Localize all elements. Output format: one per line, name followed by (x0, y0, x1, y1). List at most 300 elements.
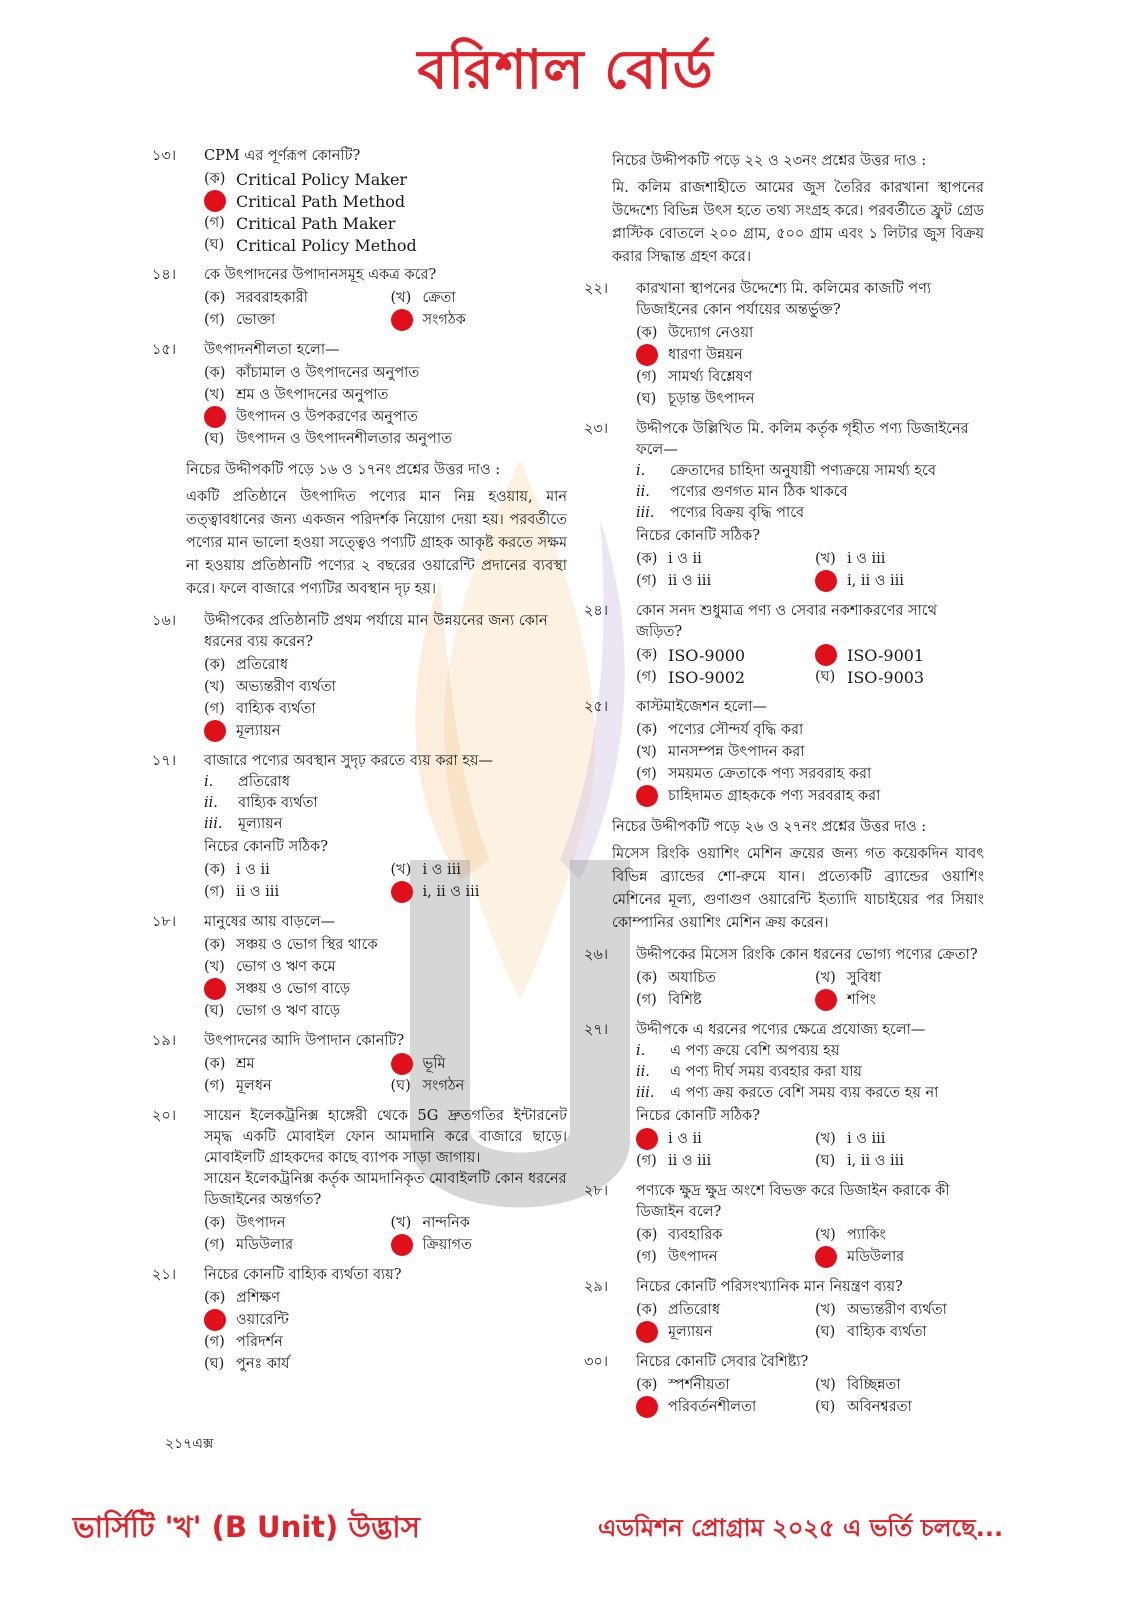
option-text: পণ্যের সৌন্দর্য বৃদ্ধি করা (668, 721, 804, 738)
option-ga[interactable] (636, 1321, 805, 1343)
statement-numeral: ii. (204, 795, 218, 811)
stimulus-passage (186, 459, 567, 601)
option-label: (খ) (204, 386, 225, 403)
answer-mark-icon (204, 978, 226, 1000)
question-27 (584, 1020, 984, 1172)
option-text: অভ্যন্তরীণ ব্যর্থতা (847, 1301, 947, 1318)
question-text: উৎপাদনশীলতা হলো— (204, 342, 340, 358)
question-text: উদ্দীপকের মিসেস রিংকি কোন ধরনের ভোগ্য পণ্যের ক্রেতা? (636, 947, 978, 963)
statement-text: এ পণ্য ক্রয়ে বেশি অপব্যয় হয় (670, 1043, 840, 1059)
option-gha[interactable] (391, 309, 568, 331)
statement-text: পণ্যের বিক্রয় বৃদ্ধি পাবে (670, 505, 805, 521)
option-label: (ক) (636, 550, 658, 567)
option-text: উদ্যোগ নেওয়া (668, 324, 754, 341)
option-text: সঞ্চয় ও ভোগ স্থির থাকে (236, 936, 378, 953)
option-label: (ঘ) (815, 1152, 836, 1169)
option-text: Critical Policy Method (236, 235, 417, 255)
option-ka[interactable] (636, 1128, 805, 1150)
question-text: CPM এর পূর্ণরূপ কোনটি? (204, 148, 361, 164)
option-ka[interactable] (204, 934, 567, 956)
question-14 (152, 265, 567, 331)
option-text: ISO-9000 (668, 645, 746, 665)
option-ka[interactable] (204, 654, 567, 676)
option-ga[interactable] (204, 698, 567, 720)
option-gha[interactable] (204, 1000, 567, 1022)
option-text: বিশিষ্ট (668, 991, 702, 1008)
question-number: ২৯। (584, 1279, 609, 1295)
option-label: (ক) (204, 170, 226, 187)
option-label: (ঘ) (204, 430, 225, 447)
option-kha[interactable] (204, 676, 567, 698)
option-text: শ্রম ও উৎপাদনের অনুপাত (236, 386, 389, 403)
option-ka[interactable] (204, 1287, 567, 1309)
option-kha[interactable] (391, 859, 568, 881)
answer-mark-icon (815, 570, 837, 592)
option-kha[interactable] (391, 287, 568, 309)
question-30 (584, 1352, 984, 1418)
option-text: পুনঃ কার্য (236, 1355, 290, 1372)
option-ga[interactable] (636, 989, 805, 1011)
question-number: ৩০। (584, 1354, 609, 1370)
option-kha[interactable] (636, 741, 984, 763)
passage-intro: নিচের উদ্দীপকটি পড়ে ২৬ ও ২৭নং প্রশ্নের উত্তর দাও : (612, 819, 927, 835)
statement-numeral: iii. (204, 816, 223, 832)
option-text: ক্রিয়াগত (422, 1236, 472, 1253)
option-text: ভোগ ও ঋণ কমে (236, 958, 336, 975)
answer-mark-icon (391, 309, 413, 331)
option-kha[interactable] (815, 1374, 984, 1396)
option-text: অভ্যন্তরীণ ব্যর্থতা (236, 678, 336, 695)
statement (636, 1041, 984, 1062)
statement (636, 482, 984, 503)
option-label: (গ) (204, 1333, 225, 1350)
option-label: (ক) (636, 721, 658, 738)
statement-text: বাহ্যিক ব্যর্থতা (238, 795, 318, 811)
answer-mark-icon (204, 720, 226, 742)
question-number: ২৩। (584, 421, 609, 437)
answer-mark-icon (636, 1321, 658, 1343)
statement (204, 793, 567, 814)
answer-mark-icon (204, 190, 226, 212)
statement-numeral: iii. (636, 505, 655, 521)
option-ka[interactable] (636, 644, 805, 666)
option-label: (গ) (636, 668, 657, 685)
option-label: (গ) (636, 572, 657, 589)
question-21 (152, 1265, 567, 1375)
option-text: শপিং (847, 991, 876, 1008)
option-ga[interactable] (204, 309, 381, 331)
option-kha[interactable] (391, 1212, 568, 1234)
option-ka[interactable] (636, 1374, 805, 1396)
option-ga[interactable] (636, 366, 984, 388)
option-text: অবিনশ্বরতা (847, 1398, 912, 1415)
option-kha[interactable] (815, 644, 984, 666)
option-text: মডিউলার (847, 1248, 905, 1265)
passage-text: মি. কলিম রাজশাহীতে আমের জুস তৈরির কারখানা স্থাপনের উদ্দেশ্যে বিভিন্ন উৎস হতে তথ্য সংগ্রহ করে। পরবর্তীতে ফ্রুট গ্রেড প্লাস্টিক বোতলে ২০০ গ্রাম, ৫০০ গ্রাম এবং ১ লিটার জুস বিক্রয় করার সিদ্ধান্ত গ্রহণ করে। (612, 180, 984, 265)
option-label: (ঘ) (815, 668, 836, 685)
option-kha[interactable] (204, 384, 567, 406)
option-kha[interactable] (815, 1299, 984, 1321)
question-20 (152, 1106, 567, 1256)
option-text: Critical Path Maker (236, 213, 396, 233)
footer-brand-text: ভার্সিটি 'খ' (B Unit) উদ্ভাস (73, 1510, 420, 1544)
option-kha[interactable] (636, 344, 984, 366)
question-number: ২২। (584, 281, 609, 297)
option-ka[interactable] (204, 1053, 381, 1075)
question-16 (152, 611, 567, 742)
statement (636, 1083, 984, 1104)
statement (636, 1062, 984, 1083)
option-gha[interactable] (636, 785, 984, 807)
which-correct-prompt: নিচের কোনটি সঠিক? (636, 1108, 760, 1124)
question-number: ২৬। (584, 947, 609, 963)
question-text: নিচের কোনটি সেবার বৈশিষ্ট্য? (636, 1354, 809, 1370)
option-text: ভূমি (422, 1055, 446, 1072)
option-ka[interactable] (636, 1299, 805, 1321)
option-label: (গ) (204, 214, 225, 231)
statement (636, 461, 984, 482)
question-23 (584, 419, 984, 592)
question-number: ১৩। (152, 148, 177, 164)
statement-text: এ পণ্য ক্রয় করতে বেশি সময় ব্যয় করতে হয় না (670, 1085, 939, 1101)
option-label: (ক) (636, 324, 658, 341)
statement (636, 503, 984, 524)
option-label: (ক) (204, 861, 226, 878)
question-text: কাস্টমাইজেশন হলো— (636, 699, 767, 715)
option-text: প্রশিক্ষণ (236, 1289, 281, 1306)
option-text: মূল্যায়ন (668, 1323, 713, 1340)
option-gha[interactable] (815, 570, 984, 592)
option-ka[interactable] (204, 287, 381, 309)
statement (204, 814, 567, 835)
option-text: i ও iii (422, 861, 461, 878)
option-kha[interactable] (815, 1128, 984, 1150)
question-number: ১৭। (152, 753, 177, 769)
option-text: Critical Policy Maker (236, 169, 408, 189)
option-gha[interactable] (815, 1246, 984, 1268)
option-text: ব্যবহারিক (668, 1226, 723, 1243)
question-number: ২৭। (584, 1022, 609, 1038)
option-ka[interactable] (636, 322, 984, 344)
option-label: (ঘ) (636, 390, 657, 407)
option-gha[interactable] (391, 881, 568, 903)
question-19 (152, 1031, 567, 1097)
option-text: Critical Path Method (236, 191, 406, 211)
question-number: ২০। (152, 1108, 177, 1124)
option-text: সময়মত ক্রেতাকে পণ্য সরবরাহ করা (668, 765, 872, 782)
option-label: (গ) (204, 1077, 225, 1094)
answer-mark-icon (815, 1246, 837, 1268)
option-text: সংগঠক (422, 311, 466, 328)
answer-mark-icon (391, 881, 413, 903)
option-kha[interactable] (391, 1053, 568, 1075)
passage-text: মিসেস রিংকি ওয়াশিং মেশিন ক্রয়ের জন্য গত কয়েকদিন যাবৎ বিভিন্ন ব্র্যান্ডের শো-রুমে যান। প্রত্যেকটি ব্র্যান্ডের ওয়াশিং মেশিনের মূল্য, গুণাগুণ ওয়ারেন্টি ইত্যাদি যাচাইয়ের পর সিয়াং কোম্পানির ওয়াশিং মেশিন ক্রয় করেন। (612, 846, 984, 931)
option-text: সরবরাহকারী (236, 289, 308, 306)
option-text: i ও ii (668, 1130, 702, 1147)
question-text: মানুষের আয় বাড়লে— (204, 914, 336, 930)
stimulus-passage (612, 816, 984, 935)
option-ga[interactable] (636, 1246, 805, 1268)
question-number: ১৬। (152, 613, 177, 629)
option-text: উৎপাদন (236, 1214, 286, 1231)
option-label: (ঘ) (204, 1002, 225, 1019)
question-number: ২৮। (584, 1183, 609, 1199)
statement-text: মূল্যায়ন (238, 816, 283, 832)
question-26 (584, 945, 984, 1011)
option-kha[interactable] (815, 1224, 984, 1246)
option-text: ভোগ ও ঋণ বাড়ে (236, 1002, 341, 1019)
option-ga[interactable] (636, 1396, 805, 1418)
answer-mark-icon (636, 344, 658, 366)
option-label: (ক) (204, 364, 226, 381)
option-gha[interactable] (815, 666, 984, 688)
option-text: সুবিধা (847, 969, 882, 986)
option-ga[interactable] (204, 1075, 381, 1097)
question-text: বাজারে পণ্যের অবস্থান সুদৃঢ় করতে ব্যয় করা হয়— (204, 753, 493, 769)
question-number: ২৫। (584, 699, 609, 715)
option-text: i ও iii (847, 550, 886, 567)
option-text: ii ও iii (668, 1152, 712, 1169)
option-label: (গ) (204, 1236, 225, 1253)
option-label: (খ) (636, 743, 657, 760)
option-ka[interactable] (204, 859, 381, 881)
question-15 (152, 340, 567, 450)
statement-text: ক্রেতাদের চাহিদা অনুযায়ী পণ্যক্রয়ে সামর্থ্য হবে (670, 463, 936, 479)
option-kha[interactable] (204, 956, 567, 978)
option-text: i, ii ও iii (847, 572, 904, 589)
option-ga[interactable] (636, 666, 805, 688)
option-kha[interactable] (204, 1309, 567, 1331)
option-text: ISO-9002 (668, 667, 746, 687)
option-ka[interactable] (636, 548, 805, 570)
option-text: মডিউলার (236, 1236, 294, 1253)
left-column (152, 146, 567, 1384)
right-column (584, 146, 984, 1427)
option-text: ISO-9003 (847, 667, 925, 687)
option-text: i ও ii (236, 861, 270, 878)
option-kha[interactable] (815, 548, 984, 570)
question-28 (584, 1181, 984, 1268)
option-text: উৎপাদন (668, 1248, 718, 1265)
option-gha[interactable] (636, 388, 984, 410)
option-text: নান্দনিক (422, 1214, 470, 1231)
option-text: i, ii ও iii (422, 883, 480, 900)
option-text: i ও iii (847, 1130, 886, 1147)
option-text: ধারণা উন্নয়ন (668, 346, 743, 363)
option-ga[interactable] (204, 212, 567, 234)
option-label: (গ) (636, 765, 657, 782)
option-text: কাঁচামাল ও উৎপাদনের অনুপাত (236, 364, 420, 381)
question-text: উৎপাদনের আদি উপাদান কোনটি? (204, 1033, 405, 1049)
question-text: সায়েন ইলেকট্রনিক্স হাঙ্গেরী থেকে 5G দ্রুতগতির ইন্টারনেট সমৃদ্ধ একটি মোবাইল ফোন আমদানি করে বাজারে ছাড়ে। মোবাইলটি গ্রাহকদের কাছে ব্যাপক সাড়া জাগায়। (204, 1108, 567, 1166)
passage-intro: নিচের উদ্দীপকটি পড়ে ১৬ ও ১৭নং প্রশ্নের উত্তর দাও : (186, 462, 501, 478)
option-ka[interactable] (204, 168, 567, 190)
question-number: ১৪। (152, 267, 177, 283)
statement-numeral: ii. (636, 1064, 650, 1080)
option-gha[interactable] (815, 1150, 984, 1172)
option-label: (খ) (390, 289, 412, 306)
option-label: (গ) (636, 368, 657, 385)
statement-numeral: ii. (636, 484, 650, 500)
option-label: (ক) (636, 969, 658, 986)
answer-mark-icon (815, 989, 837, 1011)
option-kha[interactable] (204, 190, 567, 212)
option-ka[interactable] (636, 719, 984, 741)
option-label: (খ) (815, 1130, 836, 1147)
answer-mark-icon (636, 1128, 658, 1150)
option-text: i, ii ও iii (847, 1152, 904, 1169)
question-29 (584, 1277, 984, 1343)
option-text: ভোক্তা (236, 311, 276, 328)
option-ga[interactable] (204, 978, 567, 1000)
question-number: ২৪। (584, 603, 609, 619)
option-label: (খ) (204, 958, 225, 975)
option-label: (ক) (636, 1226, 658, 1243)
statement-numeral: i. (204, 774, 214, 790)
option-kha[interactable] (815, 967, 984, 989)
option-text: ওয়ারেন্টি (236, 1311, 289, 1328)
option-label: (খ) (815, 1376, 836, 1393)
option-label: (গ) (204, 883, 225, 900)
option-text: ক্রেতা (422, 289, 456, 306)
option-gha[interactable] (204, 428, 567, 450)
question-text: কোন সনদ শুধুমাত্র পণ্য ও সেবার নকশাকরণের সাথে জড়িত? (636, 603, 937, 640)
option-ga[interactable] (204, 406, 567, 428)
option-label: (খ) (204, 678, 225, 695)
option-label: (ঘ) (815, 1323, 836, 1340)
option-ga[interactable] (636, 570, 805, 592)
option-label: (ক) (204, 936, 226, 953)
option-gha[interactable] (391, 1234, 568, 1256)
option-text: শ্রম (236, 1055, 255, 1072)
option-text: অযাচিত (668, 969, 716, 986)
question-sub-text: সায়েন ইলেকট্রনিক্স কর্তৃক আমদানিকৃত মোবাইলটি কোন ধরনের ডিজাইনের অন্তর্গত? (204, 1171, 567, 1208)
option-text: সামর্থ্য বিশ্লেষণ (668, 368, 753, 385)
option-label: (ঘ) (204, 236, 225, 253)
statement (204, 772, 567, 793)
question-17 (152, 751, 567, 903)
option-text: প্যাকিং (847, 1226, 886, 1243)
question-text: পণ্যকে ক্ষুদ্র ক্ষুদ্র অংশে বিভক্ত করে ডিজাইন করাকে কী ডিজাইন বলে? (636, 1183, 950, 1220)
statement-text: এ পণ্য দীর্ঘ সময় ব্যবহার করা যায় (670, 1064, 862, 1080)
question-25 (584, 697, 984, 807)
option-text: পরিবর্তনশীলতা (668, 1398, 757, 1415)
option-label: (খ) (815, 550, 836, 567)
option-text: পরিদর্শন (236, 1333, 283, 1350)
statement-text: পণ্যের গুণগত মান ঠিক থাকবে (670, 484, 848, 500)
option-ga[interactable] (204, 1234, 381, 1256)
footer-admission-text: এডমিশন প্রোগ্রাম ২০২৫ এ ভর্তি চলছে... (598, 1514, 1004, 1542)
option-label: (ক) (204, 1055, 226, 1072)
which-correct-prompt: নিচের কোনটি সঠিক? (636, 528, 760, 544)
option-label: (ক) (204, 289, 226, 306)
answer-mark-icon (815, 644, 837, 666)
statement-text: প্রতিরোধ (238, 774, 290, 790)
option-text: বাহ্যিক ব্যর্থতা (236, 700, 316, 717)
option-label: (ঘ) (390, 1077, 411, 1094)
option-text: i ও ii (668, 550, 702, 567)
option-text: ISO-9001 (847, 645, 925, 665)
option-gha[interactable] (815, 1396, 984, 1418)
question-number: ১৫। (152, 342, 177, 358)
question-number: ২১। (152, 1267, 177, 1283)
option-text: উৎপাদন ও উৎপাদনশীলতার অনুপাত (236, 430, 452, 447)
option-text: সংগঠন (422, 1077, 465, 1094)
option-gha[interactable] (815, 1321, 984, 1343)
question-text: উদ্দীপকে এ ধরনের পণ্যের ক্ষেত্রে প্রযোজ্য হলো— (636, 1022, 926, 1038)
which-correct-prompt: নিচের কোনটি সঠিক? (204, 839, 328, 855)
option-ga[interactable] (636, 763, 984, 785)
option-ka[interactable] (204, 1212, 381, 1234)
question-text: নিচের কোনটি বাহ্যিক ব্যর্থতা ব্যয়? (204, 1267, 402, 1283)
option-ga[interactable] (204, 881, 381, 903)
question-text: উদ্দীপকের প্রতিষ্ঠানটি প্রথম পর্যায়ে মান উন্নয়নের জন্য কোন ধরনের ব্যয় করেন? (204, 613, 548, 650)
option-label: (ক) (204, 1289, 226, 1306)
option-label: (গ) (636, 991, 657, 1008)
option-text: বাহ্যিক ব্যর্থতা (847, 1323, 927, 1340)
option-ka[interactable] (636, 1224, 805, 1246)
question-text: নিচের কোনটি পরিসংখ্যানিক মান নিয়ন্ত্রণ ব্যয়? (636, 1279, 903, 1295)
option-gha[interactable] (815, 989, 984, 1011)
option-gha[interactable] (204, 234, 567, 256)
statement-numeral: i. (636, 463, 646, 479)
option-gha[interactable] (204, 720, 567, 742)
question-24 (584, 601, 984, 688)
option-label: (খ) (815, 1226, 836, 1243)
question-22 (584, 279, 984, 410)
option-text: সঞ্চয় ও ভোগ বাড়ে (236, 980, 351, 997)
statement-numeral: iii. (636, 1085, 655, 1101)
option-label: (ঘ) (815, 1398, 836, 1415)
option-label: (খ) (815, 1301, 836, 1318)
option-text: প্রতিরোধ (668, 1301, 720, 1318)
question-18 (152, 912, 567, 1022)
option-label: (ক) (636, 1376, 658, 1393)
option-text: স্পর্শনীয়তা (668, 1376, 730, 1393)
page-title: বরিশাল বোর্ড (417, 38, 714, 101)
option-label: (গ) (204, 311, 225, 328)
question-text: উদ্দীপকে উল্লিখিত মি. কলিম কর্তৃক গৃহীত পণ্য ডিজাইনের ফলে— (636, 421, 969, 458)
answer-mark-icon (391, 1053, 413, 1075)
option-ka[interactable] (204, 362, 567, 384)
answer-mark-icon (204, 406, 226, 428)
answer-mark-icon (391, 1234, 413, 1256)
option-ka[interactable] (636, 967, 805, 989)
option-gha[interactable] (391, 1075, 568, 1097)
option-label: (গ) (636, 1152, 657, 1169)
option-gha[interactable] (204, 1353, 567, 1375)
question-13 (152, 146, 567, 256)
option-label: (ক) (636, 1301, 658, 1318)
option-label: (ক) (636, 646, 658, 663)
stimulus-passage (612, 150, 984, 269)
option-text: প্রতিরোধ (236, 656, 288, 673)
option-label: (গ) (204, 700, 225, 717)
answer-mark-icon (636, 1396, 658, 1418)
option-ga[interactable] (636, 1150, 805, 1172)
option-text: মানসম্পন্ন উৎপাদন করা (668, 743, 805, 760)
option-text: ii ও iii (236, 883, 280, 900)
option-text: ii ও iii (668, 572, 712, 589)
option-label: (গ) (636, 1248, 657, 1265)
question-number: ১৯। (152, 1033, 177, 1049)
question-text: কে উৎপাদনের উপাদানসমূহ একত্র করে? (204, 267, 437, 283)
option-ga[interactable] (204, 1331, 567, 1353)
option-label: (খ) (390, 861, 412, 878)
statement-numeral: i. (636, 1043, 646, 1059)
option-text: মূল্যায়ন (236, 722, 281, 739)
option-label: (ঘ) (204, 1355, 225, 1372)
